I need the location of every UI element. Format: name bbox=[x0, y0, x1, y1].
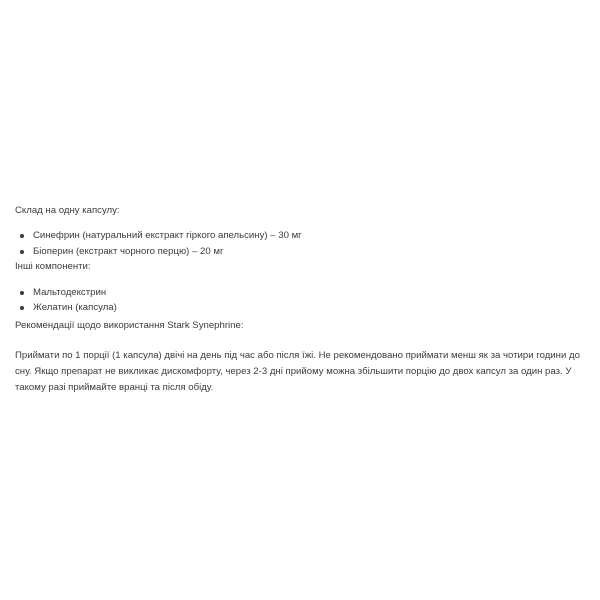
bullet-icon bbox=[20, 250, 24, 254]
composition-list bbox=[15, 230, 585, 258]
other-component-label: Мальтодекстрин bbox=[33, 286, 107, 298]
other-components-heading: Інші компоненти: bbox=[15, 261, 91, 273]
composition-heading: Склад на одну капсулу: bbox=[15, 205, 120, 216]
usage-instructions: Приймати по 1 порції (1 капсула) двічі на день під час або після їжі. Не рекомендовано приймати менш як за чотири години до сну. Якщо препарат не викликає дискомфорту, через 2-3 дні прийому можна збільшити порцію до двох капсул за один раз. У такому разі приймайте вранці та після обіду. bbox=[15, 350, 580, 394]
list-item bbox=[15, 287, 585, 299]
composition-item-label: Синефрин (натуральний екстракт гіркого апельсину) – 30 мг bbox=[33, 230, 302, 242]
list-item bbox=[15, 302, 585, 314]
bullet-icon bbox=[20, 306, 24, 310]
other-component-label: Желатин (капсула) bbox=[33, 302, 117, 314]
list-item bbox=[15, 246, 585, 258]
usage-heading: Рекомендації щодо використання Stark Synephrine: bbox=[15, 319, 244, 331]
other-components-list bbox=[15, 287, 585, 315]
bullet-icon bbox=[20, 291, 24, 295]
description-content bbox=[15, 205, 585, 396]
composition-item-label: Біоперин (екстракт чорного перцю) – 20 мг bbox=[33, 245, 224, 257]
bullet-icon bbox=[20, 234, 24, 238]
list-item bbox=[15, 230, 585, 242]
